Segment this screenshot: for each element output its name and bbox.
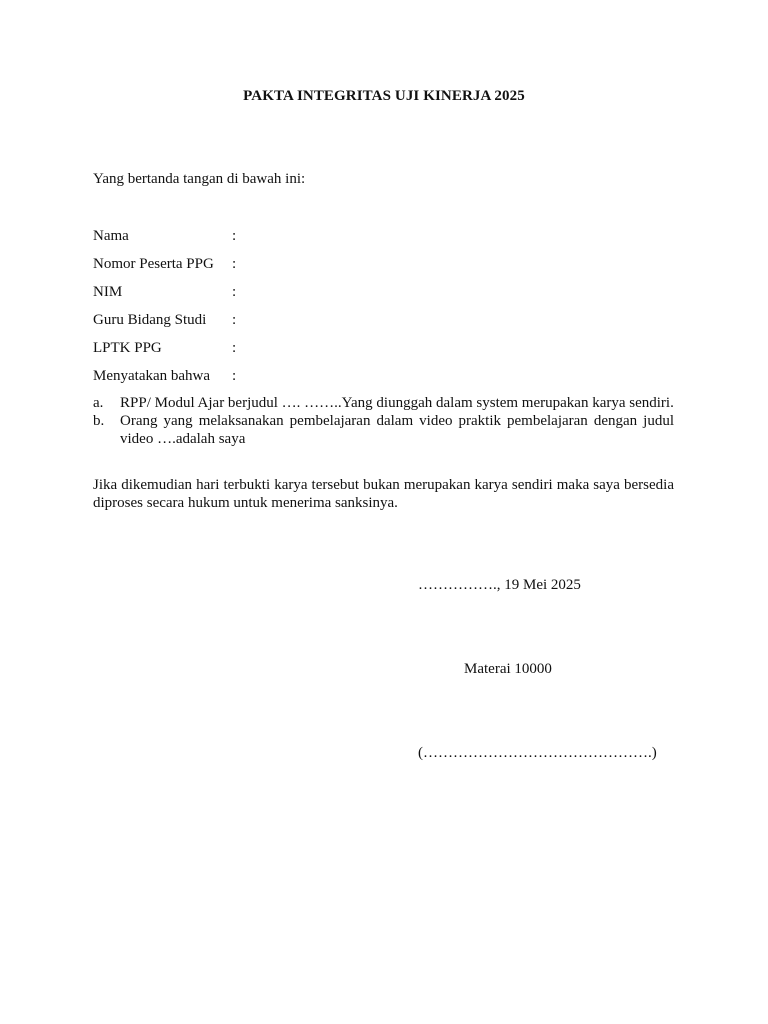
identity-fields xyxy=(93,227,493,395)
list-text: RPP/ Modul Ajar berjudul …. ……..Yang diunggah dalam system merupakan karya sendiri. xyxy=(120,395,674,411)
field-colon: : xyxy=(232,340,237,356)
list-item xyxy=(93,412,674,448)
field-row-nim xyxy=(93,283,493,311)
field-label: Nama xyxy=(93,228,129,244)
field-colon: : xyxy=(232,256,237,272)
field-colon: : xyxy=(232,368,237,384)
field-label: NIM xyxy=(93,284,123,300)
list-item xyxy=(93,394,674,412)
date-line: ……………., 19 Mei 2025 xyxy=(418,577,581,593)
list-text: Orang yang melaksanakan pembelajaran dalam video praktik pembelajaran dengan judul video ….adalah saya xyxy=(120,413,674,447)
list-marker: b. xyxy=(93,413,105,429)
field-label: LPTK PPG xyxy=(93,340,162,356)
declaration-list xyxy=(93,394,674,448)
field-label: Nomor Peserta PPG xyxy=(93,256,214,272)
field-row-nomor-peserta xyxy=(93,255,493,283)
field-colon: : xyxy=(232,284,237,300)
field-colon: : xyxy=(232,228,237,244)
intro-text: Yang bertanda tangan di bawah ini: xyxy=(93,171,306,187)
field-row-bidang-studi xyxy=(93,311,493,339)
field-row-nama xyxy=(93,227,493,255)
field-label: Guru Bidang Studi xyxy=(93,312,207,328)
field-row-menyatakan xyxy=(93,367,493,395)
field-colon: : xyxy=(232,312,237,328)
materai-label: Materai 10000 xyxy=(464,661,552,677)
statement-paragraph: Jika dikemudian hari terbukti karya tersebut bukan merupakan karya sendiri maka saya bersedia diproses secara hukum untuk menerima sanksinya. xyxy=(93,477,674,511)
field-label: Menyatakan bahwa xyxy=(93,368,211,384)
list-marker: a. xyxy=(93,395,104,411)
document-title: PAKTA INTEGRITAS UJI KINERJA 2025 xyxy=(243,88,525,104)
signature-line: (……………………………………….) xyxy=(418,745,657,761)
field-row-lptk xyxy=(93,339,493,367)
